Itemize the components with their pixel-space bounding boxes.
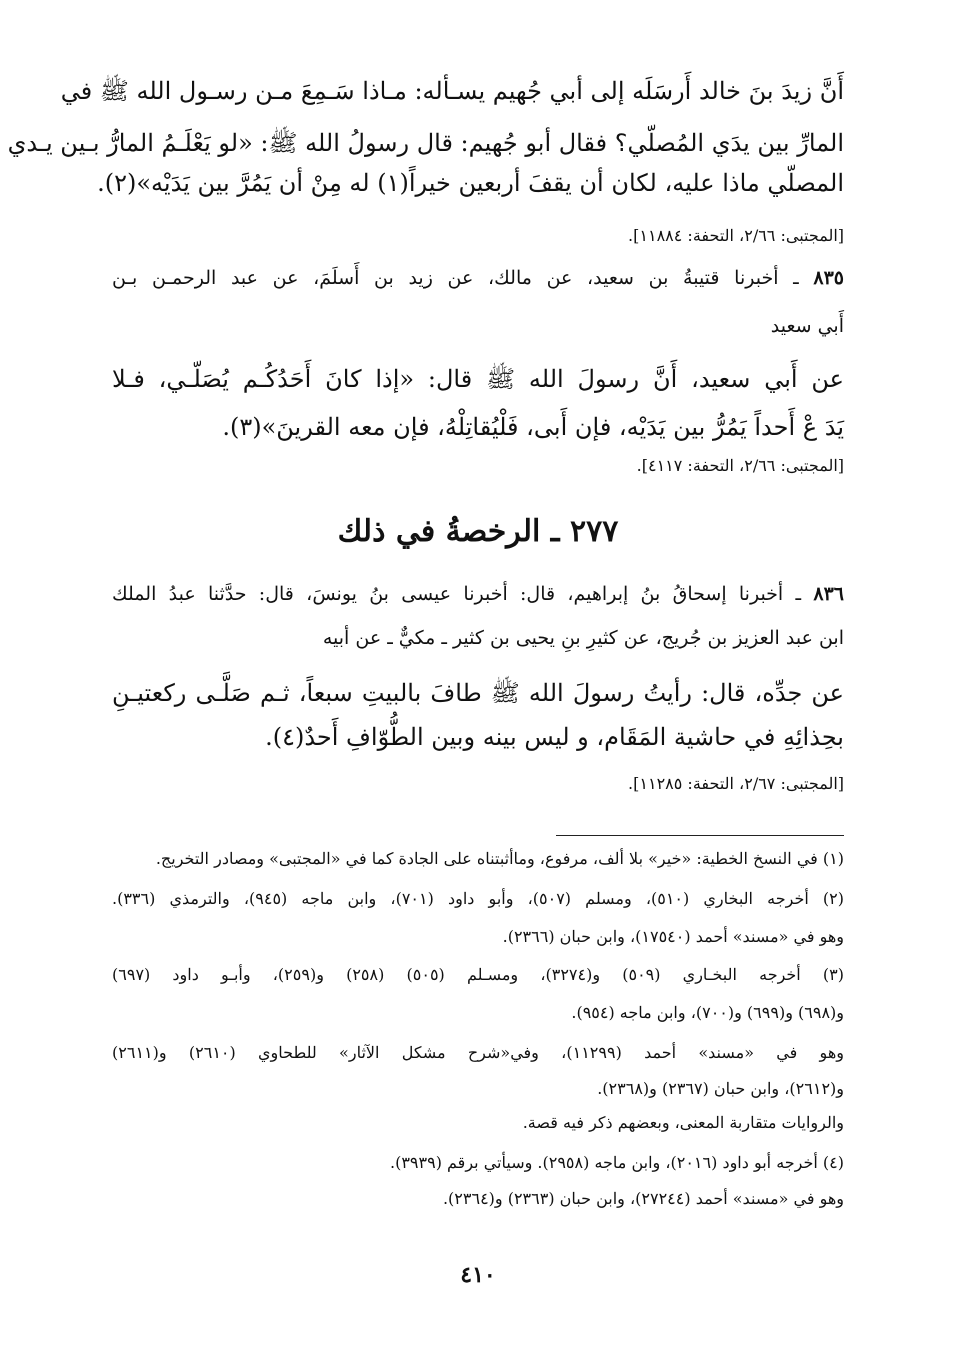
hadith-matn-line: عن جدِّه، قال: رأيتُ رسولَ الله ﷺ طافَ بالبيتِ سبعاً، ثـم صَلَّـى ركعتيـنِ — [112, 679, 844, 707]
footnote-line: وهو في «مسند» أحمد (١١٢٩٩)، وفي«شرح مشكل الآثار» للطحاوي (٢٦١٠) و(٢٦١١) — [112, 1043, 844, 1062]
citation: [المجتبى: ٢/٦٦، التحفة: ١١٨٨٤]. — [628, 226, 844, 245]
hadith-isnad-line — [112, 580, 844, 608]
footnote-line: وهو في «مسند» أحمد (٢٧٢٤٤)، وابن حبان (٢٣٦٣) و(٢٣٦٤). — [442, 1189, 844, 1208]
footnote-line: والروايات متقاربة المعنى، وبعضهم ذكر فيه قصة. — [522, 1113, 844, 1132]
chapter-heading: ٢٧٧ ـ الرخصةُ في ذلك — [337, 514, 619, 549]
citation: [المجتبى: ٢/٦٧، التحفة: ١١٢٨٥]. — [628, 774, 844, 793]
footnote-line: (١) في النسخ الخطية: «خير» بلا ألف، مرفوع، وماأثبتناه على الجادة كما في «المجتبى» ومصادر التخريج. — [155, 849, 844, 868]
hadith-isnad-line: ابن عبد العزيز بن جُريج، عن كثيرِ بنِ يحيى بن كثير ـ مكيٌّ ـ عن أبيه — [322, 627, 844, 649]
hadith-matn-line: يَدَ عْ أَحداً يَمُرُّ بين يَدَيْه، فإن أَبى، فَلْيُقاتِلْهُ، فإن معه القرينَ»(٣). — [222, 413, 844, 441]
footnote-line: و(٦٩٨) و(٦٩٩) و(٧٠٠)، وابن ماجه (٩٥٤). — [571, 1003, 844, 1022]
citation: [المجتبى: ٢/٦٦، التحفة: ٤١١٧]. — [636, 456, 844, 475]
footnote-separator — [556, 835, 844, 836]
footnote-line: (٤) أخرجه أبو داود (٢٠١٦)، وابن ماجه (٢٩٥٨). وسيأتي برقم (٣٩٣٩). — [390, 1153, 844, 1172]
body-line: المارِّ بين يدَي المُصلّي؟ فقال أبو جُهيم: قال رسولُ الله ﷺ: «لو يَعْلَـمُ المارُّ بـين يـدي — [7, 129, 844, 157]
hadith-number: ٨٣٥ — [813, 267, 844, 289]
hadith-isnad-line — [112, 264, 844, 292]
hadith-isnad-line: أَبي سعيد — [770, 315, 844, 337]
hadith-number: ٨٣٦ — [813, 583, 844, 605]
body-line: أَنَّ زيدَ بنَ خالد أَرسَلَه إلى أبي جُهيم يسـأله: مـاذا سَـمِعَ مـن رسـول الله ﷺ في — [60, 77, 844, 105]
hadith-matn-line: عن أَبي سعيد، أَنَّ رسولَ الله ﷺ قال: «إذا كانَ أَحَدُكُـم يُصَلّـي، فـلا — [112, 365, 844, 393]
body-line: المصلّي ماذا عليه، لكان أن يقفَ أربعين خيراً(١) له مِنْ أن يَمُرَّ بين يَدَيْه»(٢). — [97, 169, 844, 197]
footnote-line: وهو في «مسند» أحمد (١٧٥٤٠)، وابن حبان (٢٣٦٦). — [502, 927, 844, 946]
footnote-line: (٢) أخرجه البخاري (٥١٠)، ومسلم (٥٠٧)، وأبو داود (٧٠١)، وابن ماجه (٩٤٥)، والترمذي (٣٣٦). — [112, 889, 845, 908]
page-number: ٤١٠ — [460, 1262, 496, 1288]
footnote-line: (٣) أخرجه البخـاري (٥٠٩) و(٣٢٧٤)، ومسـلم (٥٠٥) (٢٥٨) و(٢٥٩)، وأبـو داود (٦٩٧) — [112, 965, 845, 984]
hadith-matn-line: بحِذائِهِ في حاشية المَقَام، و ليس بينه وبين الطُّوّافِ أَحدٌ(٤). — [265, 723, 844, 751]
isnad-text: ـ أخبرنا إسحاقُ بنُ إبراهيم، قال: أخبرنا عيسى بنُ يونسَ، قال: حدَّثنا عبدُ الملك — [112, 583, 802, 605]
isnad-text: ـ أخبرنا قتيبةُ بن سعيد، عن مالك، عن زيد بن أَسلَمَ، عن عبد الرحمـن بـن — [112, 267, 799, 289]
footnote-line: و(٢٦١٢)، وابن حبان (٢٣٦٧) و(٢٣٦٨). — [597, 1079, 844, 1098]
